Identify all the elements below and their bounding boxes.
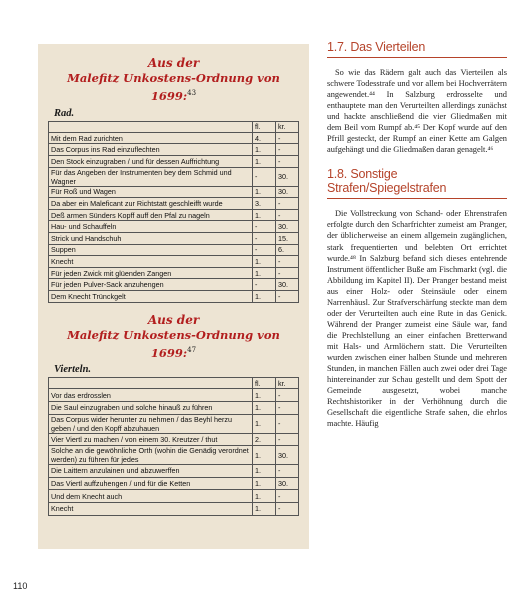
viert-heading-line1: Aus der [147,312,200,327]
cost-kreuzer: 30. [276,167,299,186]
cost-florin: 4. [253,132,276,144]
section-title-sonstige-strafen: 1.8. Sonstige Strafen/Spiegelstrafen [327,167,507,199]
page-number: 110 [13,581,28,591]
header-fl: fl. [253,121,276,132]
table-row [49,198,299,210]
header-fl: fl. [253,378,276,389]
cost-kreuzer: - [276,414,299,433]
cost-item: Dem Knecht Trünckgelt [49,290,253,302]
cost-florin: 3. [253,198,276,210]
section-title-vierteilen: 1.7. Das Vierteilen [327,40,507,58]
header-item [49,378,253,389]
cost-kreuzer: 30. [276,221,299,233]
header-item [49,121,253,132]
cost-florin: 1. [253,414,276,433]
header-kr: kr. [276,378,299,389]
table-row [49,209,299,221]
table-row [49,221,299,233]
header-kr: kr. [276,121,299,132]
cost-florin: 1. [253,477,276,490]
cost-kreuzer: 15. [276,232,299,244]
cost-item: Strick und Handschuh [49,232,253,244]
cost-item: Solche an die gewöhnliche Orth (wohin die Genädig verordnet werden) zu führen für jedes [49,446,253,465]
cost-florin: 1. [253,389,276,402]
cost-item: Deß armen Sünders Kopff auff den Pfal zu nageln [49,209,253,221]
cost-kreuzer: - [276,156,299,168]
table-row [49,156,299,168]
table-row [49,414,299,433]
cost-item: Die Laittern anzulainen und abzuwerffen [49,465,253,478]
cost-kreuzer: 30. [276,279,299,291]
paragraph-vierteilen: So wie das Rädern galt auch das Vierteilen als schwere Todesstrafe und vor allem bei Hochverrätern angewendet.⁴⁴ In Salzburg erdrosselte und enthauptete man den Verurteilten allerdings zunächst und hackte anschließend die vier Gliedmaßen mit dem Beil vom Rumpf ab.⁴⁵ Der Kopf wurde auf den Pfrill gesteckt, der Rumpf an einer Kette am Galgen aufgehängt und die Gliedmaßen daran genagelt.⁴⁶ [327,68,507,155]
cost-item: Suppen [49,244,253,256]
rad-heading [48,56,299,104]
cost-item: Für Roß und Wagen [49,186,253,198]
cost-kreuzer: 30. [276,446,299,465]
footnote-ref: 47 [187,345,197,354]
table-row [49,279,299,291]
cost-florin: - [253,244,276,256]
cost-item: Die Saul einzugraben und solche hinauß zu führen [49,401,253,414]
viert-cost-table [48,377,299,515]
cost-kreuzer: - [276,502,299,515]
cost-florin: - [253,232,276,244]
table-row [49,290,299,302]
cost-kreuzer: 6. [276,244,299,256]
table-row [49,232,299,244]
table-row [49,433,299,446]
cost-item: Hau- und Schauffeln [49,221,253,233]
cost-kreuzer: - [276,433,299,446]
table-row [49,167,299,186]
cost-florin: 1. [253,156,276,168]
cost-item: Knecht [49,256,253,268]
cost-item: Für jeden Zwick mit glüenden Zangen [49,267,253,279]
table-row [49,256,299,268]
table-row [49,446,299,465]
table-row [49,186,299,198]
viert-heading [48,313,299,361]
table-row [49,244,299,256]
cost-florin: - [253,279,276,291]
cost-kreuzer: - [276,198,299,210]
cost-item: Den Stock einzugraben / und für dessen Auffrichtung [49,156,253,168]
paragraph-sonstige-strafen: Die Vollstreckung von Schand- oder Ehrenstrafen erfolgte durch den Scharfrichter zumeist am Pranger, der üblicherweise an einem allgemein zugänglichen, stark frequentierten und belebten Ort errichtet wurde.⁴⁸ In Salzburg befand sich dieses entehrende Instrument öffentlicher Buße am Fischmarkt (vgl. die Abbildung im Kapitel II). Der Pranger bestand meist aus einer Holz- oder Steinsäule oder einem Narrenhäusl. Zur Strafverschärfung steckte man dem oder der Verurteilten auch eine Rute in das Genick. Während der Pranger zumeist eine Säule war, fand die Prechlstellung an einer einfachen Bretterwand mit Hals- und Armlöchern statt. Die Verurteilten wurden zwischen einer halben Stunde und mehreren Stunden, in manchen Fällen auch zwei oder drei Tage hintereinander zur Schau gestellt und dem Spott der Gemeinde ausgesetzt, wobei manche Rechtshistoriker in der Verhöhnung durch die Gesellschaft die eigentliche Strafe sahen, die ehrlos machte. Häufig [327,209,507,429]
rad-table-label: Rad. [54,107,75,119]
cost-florin: 2. [253,433,276,446]
cost-item: Vor das erdrosslen [49,389,253,402]
rad-heading-line1: Aus der [147,56,200,70]
cost-item: Das Corpus ins Rad einzuflechten [49,144,253,156]
cost-florin: 1. [253,446,276,465]
cost-florin: 1. [253,502,276,515]
table-row [49,401,299,414]
footnote-ref: 43 [187,89,197,97]
table-row [49,477,299,490]
cost-item: Das Viertl auffzuhengen / und für die Ketten [49,477,253,490]
cost-kreuzer: - [276,401,299,414]
cost-kreuzer: 30. [276,186,299,198]
rad-cost-table [48,121,299,303]
parchment-panel [38,44,309,549]
table-header-row [49,378,299,389]
cost-kreuzer: - [276,389,299,402]
viert-table-label: Vierteln. [54,364,92,376]
cost-item: Knecht [49,502,253,515]
cost-florin: 1. [253,144,276,156]
cost-item: Für das Angeben der Instrumenten bey dem Schmid und Wagner [49,167,253,186]
cost-kreuzer: - [276,256,299,268]
cost-florin: 1. [253,401,276,414]
text-column [327,40,507,429]
cost-kreuzer: - [276,267,299,279]
cost-item: Und dem Knecht auch [49,490,253,503]
viert-heading-line2: Malefitz Unkostens-Ordnung von 1699:$^{47}$ [67,327,280,360]
cost-kreuzer: - [276,144,299,156]
cost-kreuzer: - [276,290,299,302]
cost-florin: - [253,167,276,186]
cost-florin: 1. [253,267,276,279]
cost-item: Für jeden Pulver-Sack anzuhengen [49,279,253,291]
table-row [49,502,299,515]
table-row [49,490,299,503]
cost-item: Vier Viertl zu machen / von einem 30. Kreutzer / thut [49,433,253,446]
cost-item: Da aber ein Maleficant zur Richtstatt geschleifft wurde [49,198,253,210]
cost-kreuzer: - [276,209,299,221]
cost-florin: 1. [253,186,276,198]
table-row [49,144,299,156]
cost-florin: 1. [253,490,276,503]
cost-florin: 1. [253,256,276,268]
cost-kreuzer: - [276,490,299,503]
table-row [49,465,299,478]
cost-item: Das Corpus wider herunter zu nehmen / das Beyhl herzu geben / und den Kopff abzuhauen [49,414,253,433]
cost-kreuzer: - [276,465,299,478]
cost-florin: - [253,221,276,233]
table-row [49,267,299,279]
cost-kreuzer: 30. [276,477,299,490]
cost-florin: 1. [253,465,276,478]
table-row [49,389,299,402]
table-header-row [49,121,299,132]
cost-florin: 1. [253,209,276,221]
rad-heading-line2: Malefitz Unkostens-Ordnung von 1699:$^{43}$ [67,71,280,103]
table-row [49,132,299,144]
cost-item: Mit dem Rad zurichten [49,132,253,144]
cost-kreuzer: - [276,132,299,144]
cost-florin: 1. [253,290,276,302]
